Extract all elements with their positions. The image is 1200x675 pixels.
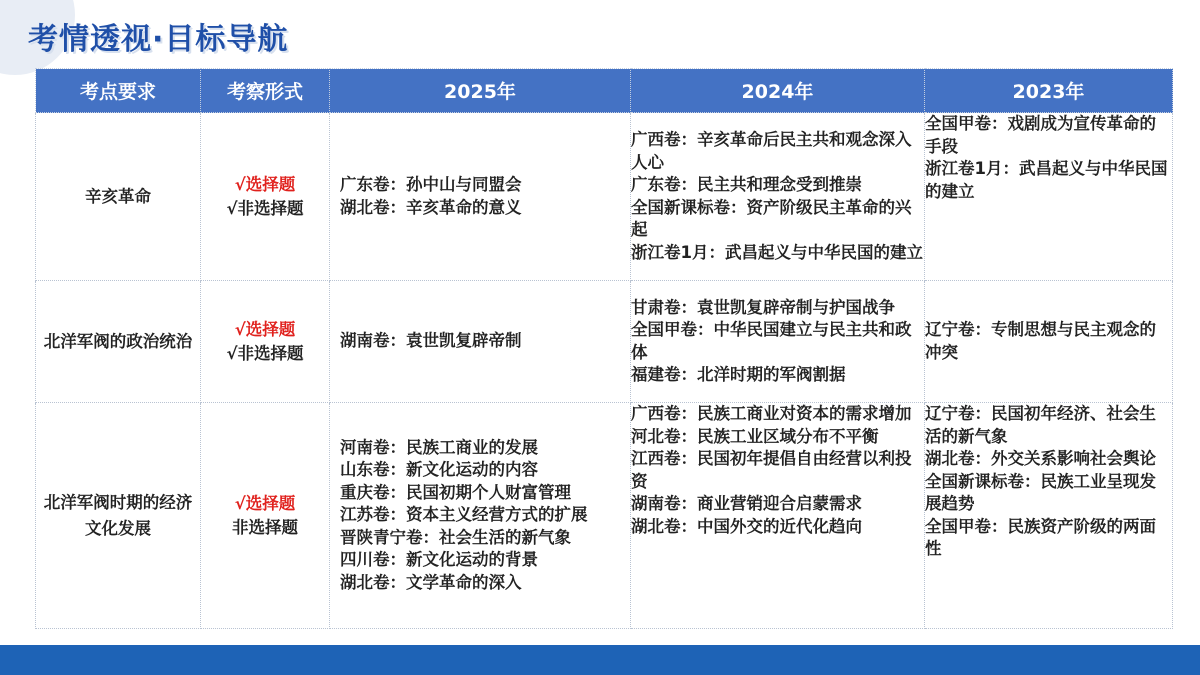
list-item: 全国甲卷：中华民国建立与民主共和政体: [631, 320, 912, 362]
list-item: 浙江卷1月：武昌起义与中华民国的建立: [925, 159, 1168, 201]
requirement-cell: [36, 281, 201, 403]
form-cell: [201, 113, 330, 281]
table-header-row: [36, 69, 1173, 113]
cell-2025: [330, 281, 631, 403]
form-cell: [201, 281, 330, 403]
form-cell: [201, 403, 330, 629]
list-item: 全国甲卷：民族资产阶级的两面性: [925, 516, 1156, 558]
header-2023: 2023年: [925, 69, 1173, 113]
list-item: 江西卷：民国初年提倡自由经营以利投资: [631, 449, 912, 491]
cell-2024: [631, 113, 925, 281]
list-item: 辽宁卷：民国初年经济、社会生活的新气象: [925, 404, 1156, 446]
cell-2023: [925, 403, 1173, 629]
table-row: [36, 281, 1173, 403]
list-item: 甘肃卷：袁世凯复辟帝制与护国战争: [631, 297, 895, 317]
form-nonchoice: 非选择题: [232, 517, 298, 537]
bottom-bar: [0, 645, 1200, 675]
list-item: 河北卷：民族工业区域分布不平衡: [631, 426, 879, 446]
table-row: [36, 113, 1173, 281]
header-requirement: 考点要求: [36, 69, 201, 113]
cell-2025: [330, 113, 631, 281]
cell-2023: [925, 281, 1173, 403]
exam-analysis-table: [35, 68, 1173, 629]
list-item: 广东卷：孙中山与同盟会: [340, 175, 522, 194]
page-title: 考情透视·目标导航: [28, 22, 289, 57]
form-choice: √选择题: [234, 174, 296, 194]
list-item: 全国新课标卷：资产阶级民主革命的兴起: [631, 197, 912, 239]
list-item: 广东卷：民主共和理念受到推崇: [631, 175, 862, 194]
list-item: 湖北卷：文学革命的深入: [340, 572, 522, 592]
list-item: 山东卷：新文化运动的内容: [340, 460, 538, 480]
list-item: 湖南卷：商业营销迎合启蒙需求: [631, 494, 862, 513]
list-item: 湖北卷：辛亥革命的意义: [340, 197, 522, 217]
form-choice: √选择题: [234, 319, 296, 339]
list-item: 河南卷：民族工商业的发展: [340, 437, 538, 457]
list-item: 辽宁卷：专制思想与民主观念的冲突: [925, 320, 1156, 362]
header-form: 考察形式: [201, 69, 330, 113]
header-2025: 2025年: [330, 69, 631, 113]
list-item: 浙江卷1月：武昌起义与中华民国的建立: [631, 242, 923, 262]
list-item: 全国甲卷：戏剧成为宣传革命的手段: [925, 114, 1156, 156]
form-nonchoice: √非选择题: [226, 198, 304, 218]
list-item: 广西卷：民族工商业对资本的需求增加: [631, 404, 912, 423]
form-nonchoice: √非选择题: [226, 343, 304, 363]
list-item: 广西卷：辛亥革命后民主共和观念深入人心: [631, 130, 912, 172]
requirement-label: 北洋军阀时期的经济文化发展: [43, 492, 193, 538]
list-item: 晋陕青宁卷：社会生活的新气象: [340, 527, 571, 547]
cell-2024: [631, 403, 925, 629]
list-item: 重庆卷：民国初期个人财富管理: [340, 482, 571, 502]
requirement-cell: [36, 113, 201, 281]
list-item: 湖北卷：外交关系影响社会舆论: [925, 449, 1156, 468]
requirement-cell: [36, 403, 201, 629]
list-item: 福建卷：北洋时期的军阀割据: [631, 365, 846, 384]
requirement-label: 北洋军阀的政治统治: [43, 331, 193, 351]
list-item: 江苏卷：资本主义经营方式的扩展: [340, 505, 588, 525]
list-item: 湖北卷：中国外交的近代化趋向: [631, 516, 862, 536]
list-item: 四川卷：新文化运动的背景: [340, 550, 538, 570]
form-choice: √选择题: [234, 493, 296, 513]
table-row: [36, 403, 1173, 629]
cell-2024: [631, 281, 925, 403]
cell-2025: [330, 403, 631, 629]
list-item: 湖南卷：袁世凯复辟帝制: [340, 331, 522, 351]
cell-2023: [925, 113, 1173, 281]
requirement-label: 辛亥革命: [85, 186, 151, 206]
header-2024: 2024年: [631, 69, 925, 113]
list-item: 全国新课标卷：民族工业呈现发展趋势: [925, 471, 1156, 513]
